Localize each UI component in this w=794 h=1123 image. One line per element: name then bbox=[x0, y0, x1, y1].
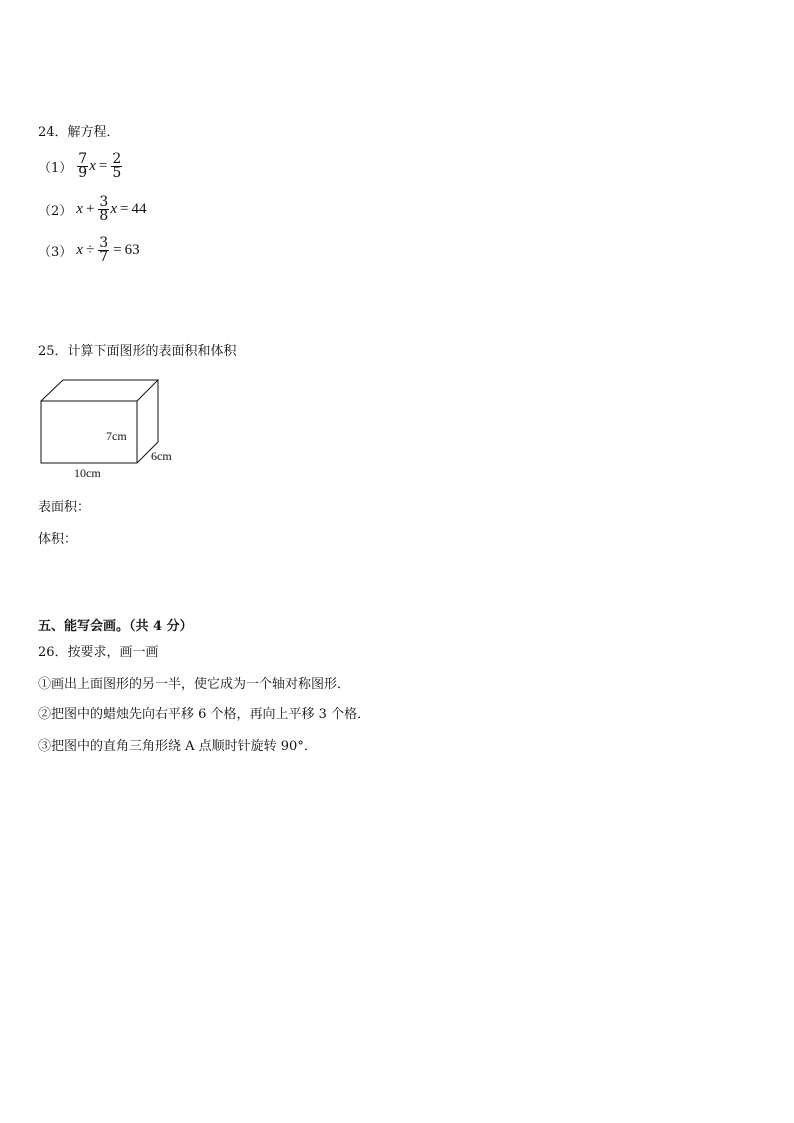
section5-heading: 五、能写会画。（共 4 分） bbox=[38, 619, 193, 634]
q26-title: 26．按要求，画一画 bbox=[38, 645, 159, 660]
cuboid-depth-label: 6cm bbox=[151, 449, 172, 463]
q24-equation-3 bbox=[38, 237, 140, 264]
q25-title: 25．计算下面图形的表面积和体积 bbox=[38, 344, 237, 359]
q24-equation-1 bbox=[38, 153, 123, 180]
eq2-numerator: 3 bbox=[99, 194, 109, 210]
eq2-plus: + bbox=[85, 201, 95, 217]
cuboid-height-label: 7cm bbox=[106, 429, 127, 443]
eq1-equals: = bbox=[98, 158, 108, 174]
q26-item-2: ②把图中的蜡烛先向右平移 6 个格，再向上平移 3 个格． bbox=[38, 707, 371, 722]
eq2-rhs: 44 bbox=[131, 201, 147, 217]
eq3-equals: = bbox=[113, 242, 122, 258]
eq1-fraction-b bbox=[111, 153, 122, 180]
cuboid-top-face bbox=[41, 380, 158, 401]
eq3-numerator: 3 bbox=[99, 235, 109, 251]
eq2-fraction bbox=[98, 196, 109, 223]
q26-item-1: ①画出上面图形的另一半，使它成为一个轴对称图形． bbox=[38, 677, 351, 692]
eq1-b-denominator: 5 bbox=[112, 165, 122, 181]
q24-title: 24．解方程． bbox=[38, 125, 120, 140]
eq3-divide: ÷ bbox=[85, 242, 95, 258]
eq1-label: （1） bbox=[38, 161, 73, 176]
eq1-b-numerator: 2 bbox=[112, 151, 122, 167]
cuboid-figure bbox=[30, 372, 190, 484]
surface-area-label: 表面积： bbox=[38, 500, 91, 515]
cuboid-lines bbox=[41, 380, 158, 463]
eq1-variable: x bbox=[89, 158, 96, 174]
eq3-fraction bbox=[98, 237, 109, 264]
eq3-rhs: 63 bbox=[124, 242, 140, 258]
eq3-label: （3） bbox=[38, 245, 73, 260]
eq3-denominator: 7 bbox=[99, 249, 109, 265]
eq1-fraction-a bbox=[77, 153, 88, 180]
cuboid-length-label: 10cm bbox=[74, 466, 101, 480]
eq2-denominator: 8 bbox=[99, 208, 109, 224]
volume-label: 体积： bbox=[38, 532, 78, 547]
eq2-equals: = bbox=[120, 201, 129, 217]
eq2-variable-2: x bbox=[110, 201, 118, 217]
eq1-a-denominator: 9 bbox=[78, 165, 88, 181]
q24-equation-2 bbox=[38, 196, 146, 223]
eq1-a-numerator: 7 bbox=[78, 151, 88, 167]
eq2-variable-1: x bbox=[76, 201, 83, 217]
q26-item-3: ③把图中的直角三角形绕 A 点顺时针旋转 90°． bbox=[38, 739, 317, 754]
eq2-label: （2） bbox=[38, 204, 73, 219]
eq3-variable: x bbox=[76, 242, 83, 258]
